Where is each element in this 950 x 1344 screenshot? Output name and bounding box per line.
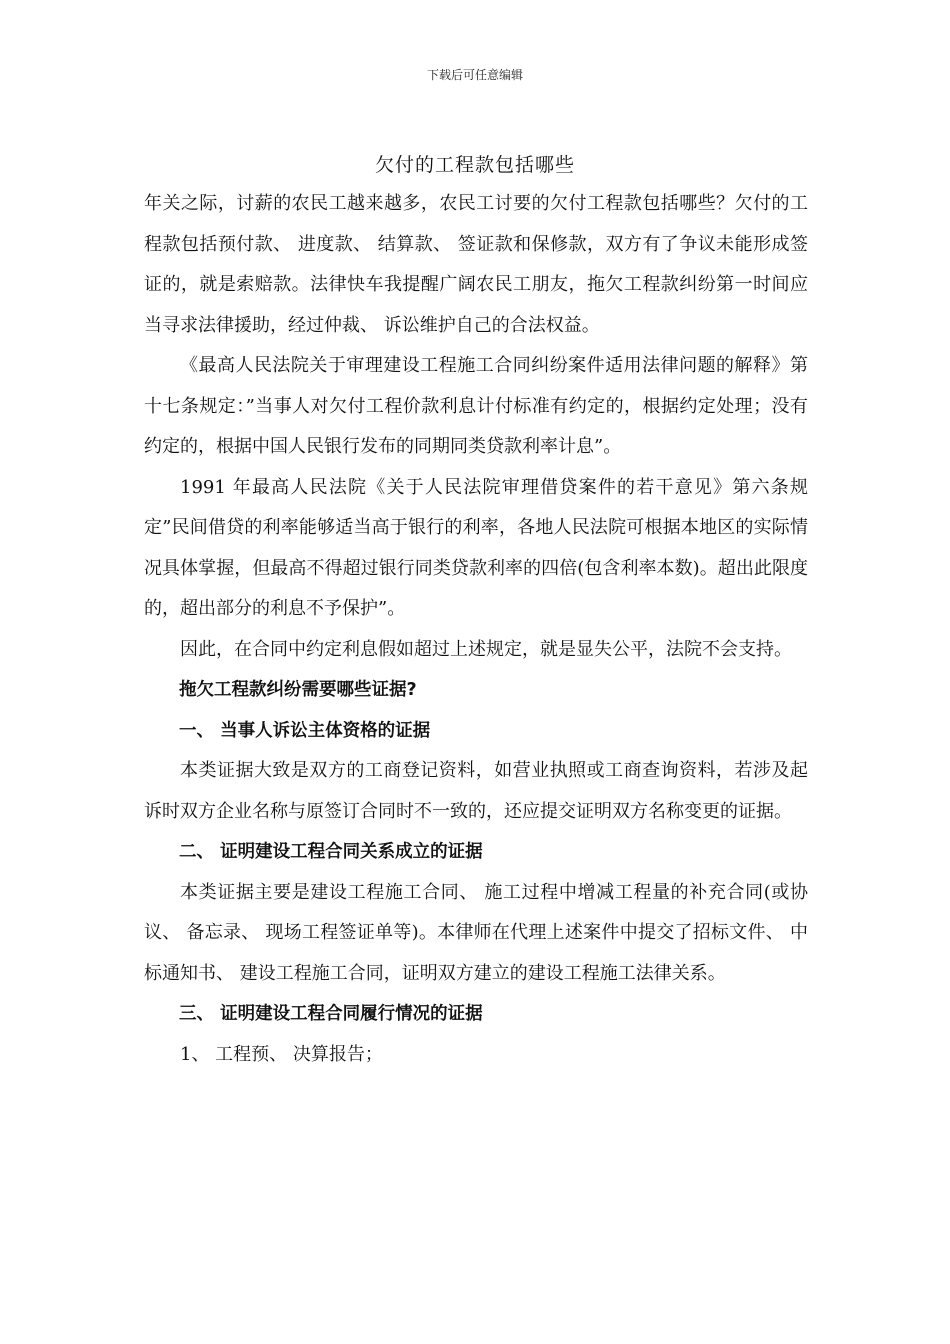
document-body (144, 184, 808, 1075)
paragraph-1991-opinion: 1991 年最高人民法院《关于人民法院审理借贷案件的若干意见》第六条规定”民间借贷的利率能够适当高于银行的利率，各地人民法院可根据本地区的实际情况具体掌握，但最高不得超过银行同类贷款利率的四倍(包含利率本数)。超出此限度的，超出部分的利息不予保护”。 (144, 476, 808, 619)
heading-section-2: 二、 证明建设工程合同关系成立的证据 (179, 842, 483, 862)
paragraph-conclusion: 因此，在合同中约定利息假如超过上述规定，就是显失公平，法院不会支持。 (180, 638, 792, 660)
heading-section-3: 三、 证明建设工程合同履行情况的证据 (179, 1004, 483, 1024)
paragraph-interpretation: 《最高人民法院关于审理建设工程施工合同纠纷案件适用法律问题的解释》第十七条规定：”当事人对欠付工程价款利息计付标准有约定的，根据约定处理；没有约定的，根据中国人民银行发布的同期同类贷款利率计息”。 (144, 355, 808, 457)
header-note: 下载后可任意编辑 (426, 68, 523, 82)
heading-section-1: 一、 当事人诉讼主体资格的证据 (179, 720, 431, 741)
document-title: 欠付的工程款包括哪些 (374, 154, 575, 176)
paragraph-intro: 年关之际，讨薪的农民工越来越多，农民工讨要的欠付工程款包括哪些？欠付的工程款包括预付款、 进度款、 结算款、 签证款和保修款，双方有了争议未能形成签证的，就是索赔款。法律快车我提醒广阔农民工朋友，拖欠工程款纠纷第一时间应当寻求法律援助，经过仲裁、 诉讼维护自己的合法权益。 (144, 193, 808, 336)
paragraph-section-1: 本类证据大致是双方的工商登记资料，如营业执照或工商查询资料，若涉及起诉时双方企业名称与原签订合同时不一致的，还应提交证明双方名称变更的证据。 (144, 760, 808, 822)
heading-evidence-question: 拖欠工程款纠纷需要哪些证据? (179, 680, 417, 700)
list-item-1: 1、 工程预、 决算报告； (180, 1043, 383, 1065)
paragraph-section-2: 本类证据主要是建设工程施工合同、 施工过程中增减工程量的补充合同(或协议、 备忘录、 现场工程签证单等)。本律师在代理上述案件中提交了招标文件、 中标通知书、 建设工程施工合同，证明双方建立的建设工程施工法律关系。 (144, 881, 808, 984)
